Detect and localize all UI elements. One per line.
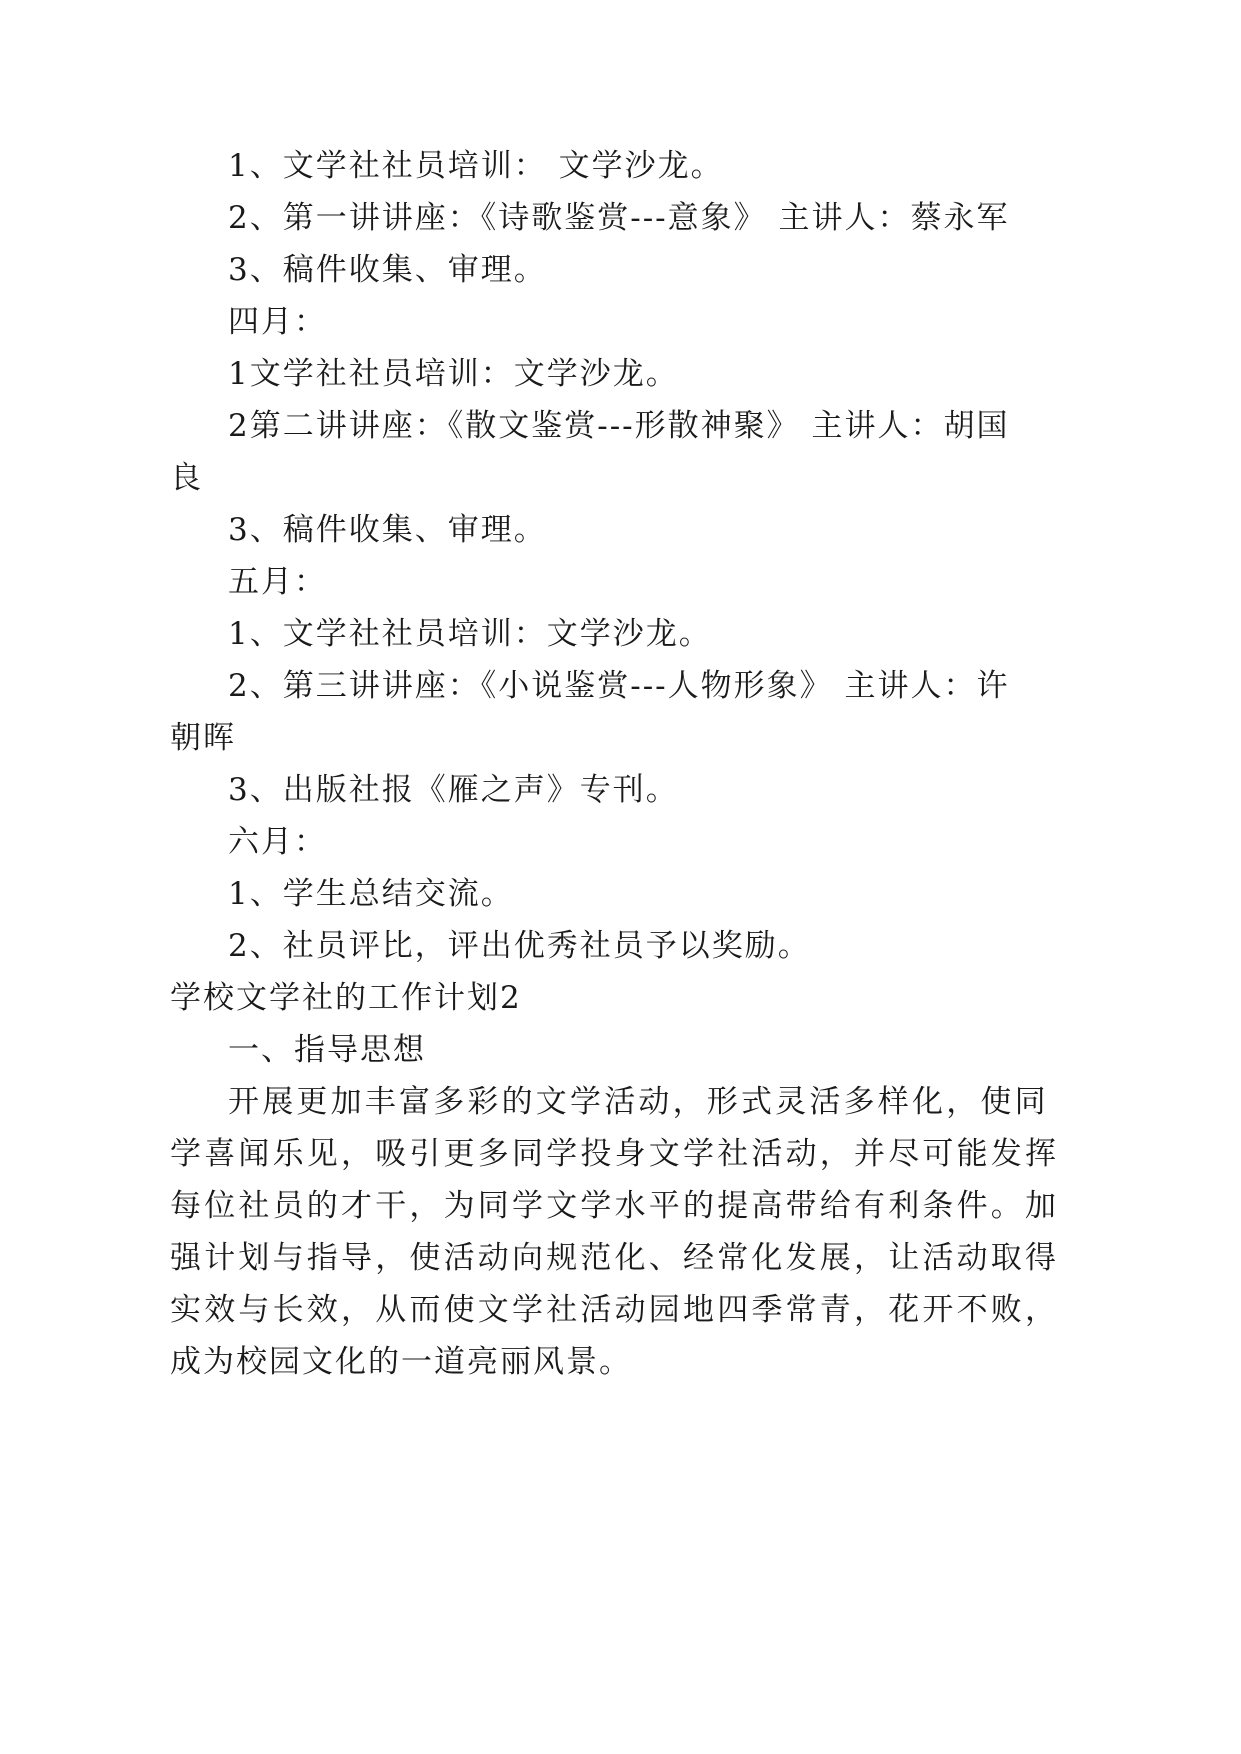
text-line: 1、文学社社员培训：文学沙龙。 [228,616,712,652]
text-line: 2、第三讲讲座：《小说鉴赏---人物形象》 主讲人：许 [228,668,1010,704]
section-heading: 四月： [228,304,327,340]
paragraph-line: 成为校园文化的一道亮丽风景。 [170,1344,632,1380]
text-line: 3、稿件收集、审理。 [228,512,547,548]
text-line: 2、社员评比，评出优秀社员予以奖励。 [228,928,811,964]
paragraph-line: 开展更加丰富多彩的文学活动，形式灵活多样化，使同 [228,1084,1049,1120]
paragraph-line: 实效与长效，从而使文学社活动园地四季常青，花开不败， [170,1292,1060,1328]
text-line: 2第二讲讲座：《散文鉴赏---形散神聚》 主讲人：胡国 [228,408,1010,444]
paragraph-line: 学喜闻乐见，吸引更多同学投身文学社活动，并尽可能发挥 [170,1136,1060,1172]
text-line: 3、稿件收集、审理。 [228,252,547,288]
text-line: 3、出版社报《雁之声》专刊。 [228,772,679,808]
text-line: 1、文学社社员培训： 文学沙龙。 [228,148,724,184]
section-heading: 五月： [228,564,327,600]
paragraph-line: 强计划与指导，使活动向规范化、经常化发展，让活动取得 [170,1240,1060,1276]
section-heading: 六月： [228,824,327,860]
text-line: 2、第一讲讲座：《诗歌鉴赏---意象》 主讲人：蔡永军 [228,200,1010,236]
section-heading: 一、指导思想 [228,1032,426,1068]
text-line: 朝晖 [170,720,236,756]
text-line: 1、学生总结交流。 [228,876,514,912]
text-line: 良 [170,460,203,496]
document-title: 学校文学社的工作计划2 [170,980,522,1016]
paragraph-line: 每位社员的才干，为同学文学水平的提高带给有利条件。加 [170,1188,1060,1224]
text-line: 1文学社社员培训：文学沙龙。 [228,356,679,392]
